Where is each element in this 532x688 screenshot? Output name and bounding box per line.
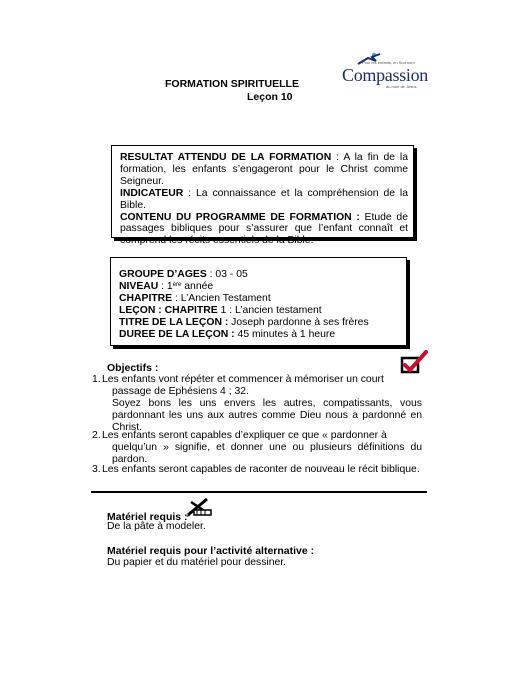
objective-1-line-2: passage de Ephésiens 4 ; 32. [112, 386, 249, 397]
objective-item-3 [92, 464, 422, 476]
pencil-tools-icon [185, 496, 213, 523]
section-divider [91, 491, 427, 493]
contenu-label: CONTENU DU PROGRAMME DE FORMATION : [120, 211, 360, 223]
duree-value: 45 minutes à 1 heure [234, 328, 336, 340]
materials-title: Matériel requis : [107, 511, 188, 523]
objective-number: 1. [92, 374, 101, 385]
chapitre-value: : L’Ancien Testament [172, 292, 271, 304]
lecon-line [119, 305, 401, 317]
resultat-value: : A la fin de la formation, les enfants s’engageront pour le Christ comme Seigneur. [120, 152, 408, 187]
logo-brand: Compassion [342, 65, 429, 85]
objective-2-line-2: quelqu’un » signifie, et donner une ou plusieurs définitions du pardon. [112, 442, 422, 465]
title-line-1: FORMATION SPIRITUELLE [165, 78, 299, 90]
logo-tagline-bottom: au nom de Jésus [386, 84, 417, 89]
formation-box [111, 145, 414, 247]
groupe-line [119, 269, 401, 281]
niveau-label: NIVEAU [119, 280, 159, 292]
objectives-title: Objectifs : [107, 362, 159, 374]
objective-1-line-1: Les enfants vont répéter et commencer à mémoriser un court [102, 374, 384, 385]
indicateur-label: INDICATEUR [120, 187, 184, 199]
groupe-value: : 03 - 05 [206, 269, 248, 280]
contenu-value: Etude de passages bibliques pour s’assurer que l’enfant connaît et comprend les récits essentiels de la Bible. [120, 211, 408, 247]
indicateur-value: : La connaissance et la compréhension de la Bible. [120, 187, 408, 211]
titre-label: TITRE DE LA LEÇON : [119, 316, 229, 328]
niveau-sup: ère [172, 281, 182, 288]
title-line-2: Leçon 10 [247, 91, 293, 103]
lecon-label: LEÇON : CHAPITRE [119, 304, 218, 316]
objective-3-line-1: Les enfants seront capables de raconter de nouveau le récit biblique. [102, 464, 420, 475]
alt-materials-title: Matériel requis pour l’activité alternative : [107, 545, 315, 557]
page-title [165, 78, 299, 104]
titre-line [119, 317, 401, 329]
contenu-paragraph [120, 212, 408, 248]
resultat-label: RESULTAT ATTENDU DE LA FORMATION [120, 152, 332, 163]
niveau-line [119, 281, 401, 293]
objective-item-2 [92, 430, 422, 466]
objective-number: 3. [92, 464, 101, 475]
lecon-value: 1 : L’ancien testament [217, 304, 322, 316]
titre-value: Joseph pardonne à ses frères [228, 316, 369, 328]
chapitre-line [119, 293, 401, 305]
resultat-paragraph [120, 152, 408, 188]
niveau-pre: : 1 [158, 280, 173, 292]
niveau-post: année [181, 280, 214, 292]
chapitre-label: CHAPITRE [119, 292, 173, 304]
duree-label: DUREE DE LA LEÇON : [119, 328, 235, 340]
indicateur-paragraph [120, 188, 408, 212]
logo-tagline-top: Pour les enfants, en Son nom [362, 60, 415, 65]
objective-2-line-1: Les enfants seront capables d’expliquer ce que « pardonner à [102, 430, 387, 441]
objective-item-1 [92, 374, 422, 434]
groupe-label: GROUPE D’AGES [119, 269, 207, 280]
objective-number: 2. [92, 430, 101, 441]
alt-materials-value: Du papier et du matériel pour dessiner. [107, 557, 287, 568]
lesson-info-box [110, 257, 407, 346]
compassion-logo [342, 52, 438, 92]
objective-1-verse: Soyez bons les uns envers les autres, compatissants, vous pardonnant les uns aux autres comme Dieu nous a pardonné en Christ. [112, 398, 422, 433]
duree-line [119, 329, 401, 341]
materials-value: De la pâte à modeler. [107, 521, 206, 532]
